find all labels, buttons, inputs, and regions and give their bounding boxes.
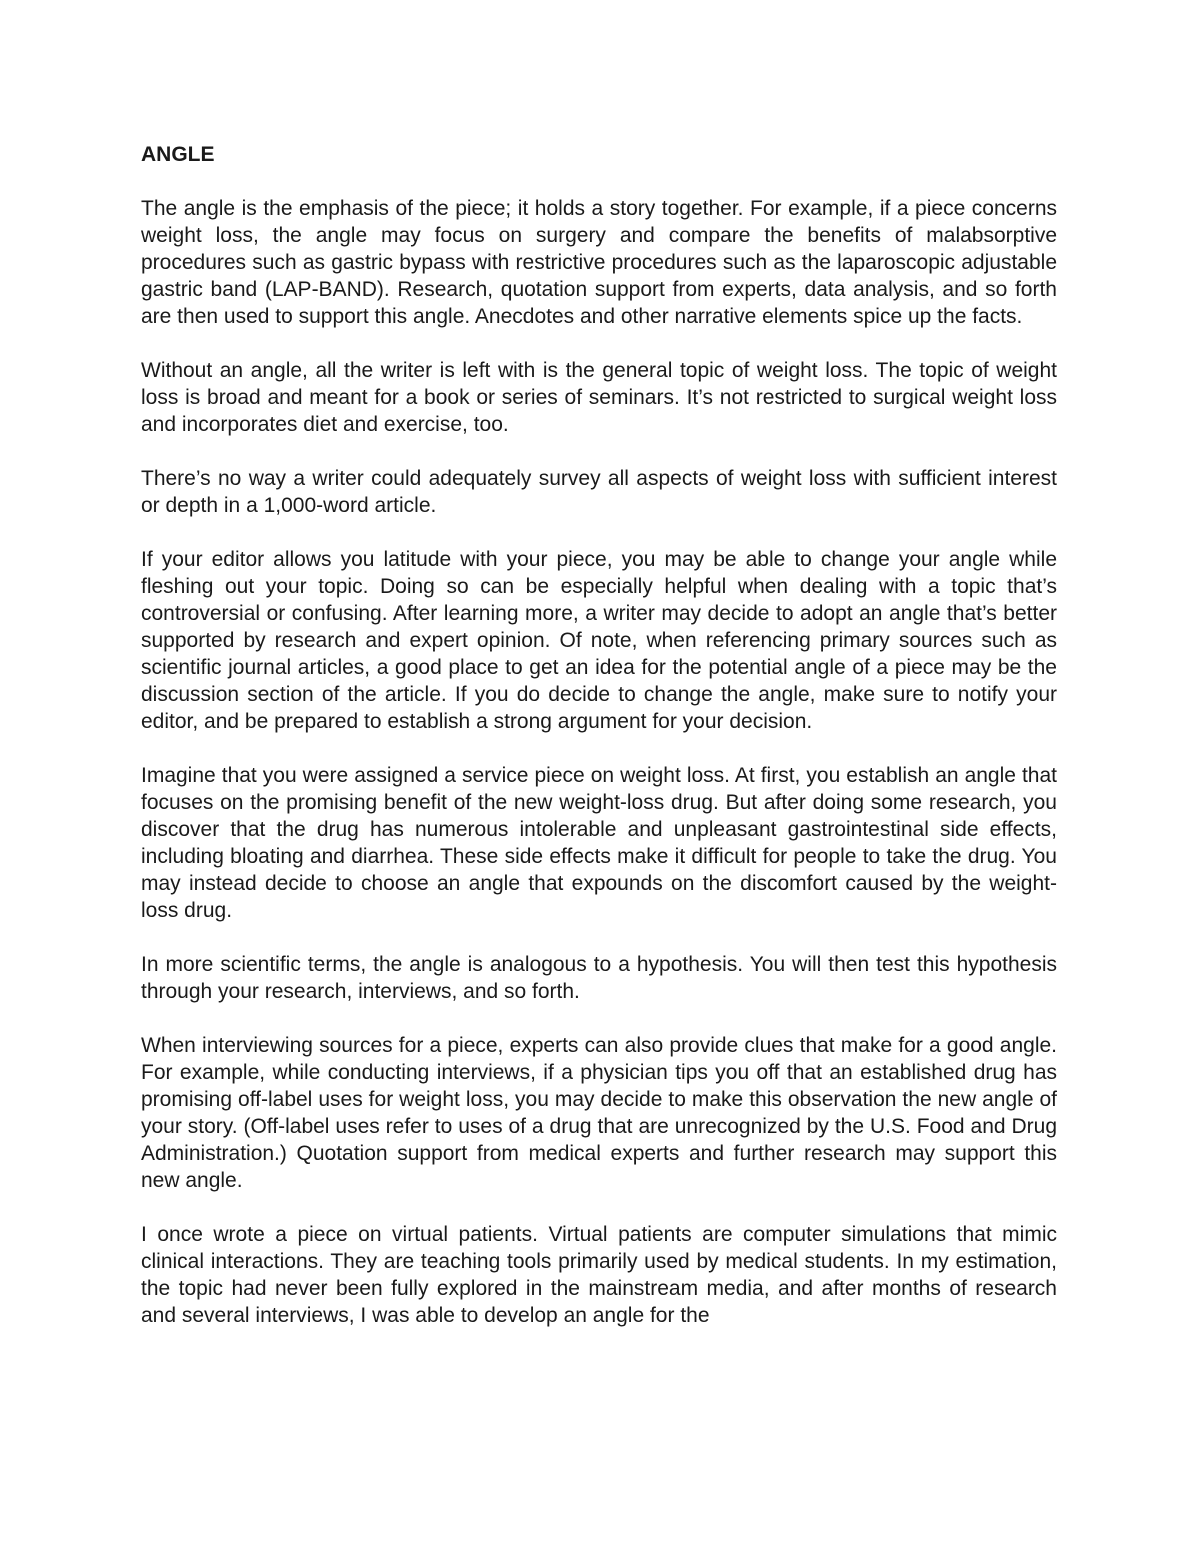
paragraph-3: There’s no way a writer could adequately survey all aspects of weight loss with sufficient interest or depth in a 1,000-word article. bbox=[141, 467, 1057, 517]
paragraph-4: If your editor allows you latitude with your piece, you may be able to change your angle while fleshing out your topic. Doing so can be especially helpful when dealing with a topic that’s controversial or confusing. After learning more, a writer may decide to adopt an angle that’s better supported by research and expert opinion. Of note, when referencing primary sources such as scientific journal articles, a good place to get an idea for the potential angle of a piece may be the discussion section of the article. If you do decide to change the angle, make sure to notify your editor, and be prepared to establish a strong argument for your decision. bbox=[141, 548, 1057, 733]
paragraph-5: Imagine that you were assigned a service piece on weight loss. At first, you establish an angle that focuses on the promising benefit of the new weight-loss drug. But after doing some research, you discover that the drug has numerous intolerable and unpleasant gastrointestinal side effects, including bloating and diarrhea. These side effects make it difficult for people to take the drug. You may instead decide to choose an angle that expounds on the discomfort caused by the weight-loss drug. bbox=[141, 764, 1057, 922]
paragraph-7: When interviewing sources for a piece, experts can also provide clues that make for a good angle. For example, while conducting interviews, if a physician tips you off that an established drug has promising off-label uses for weight loss, you may decide to make this observation the new angle of your story. (Off-label uses refer to uses of a drug that are unrecognized by the U.S. Food and Drug Administration.) Quotation support from medical experts and further research may support this new angle. bbox=[141, 1034, 1057, 1192]
paragraph-8: I once wrote a piece on virtual patients. Virtual patients are computer simulations that mimic clinical interactions. They are teaching tools primarily used by medical students. In my estimation, the topic had never been fully explored in the mainstream media, and after months of research and several interviews, I was able to develop an angle for the bbox=[141, 1223, 1057, 1327]
paragraph-1: The angle is the emphasis of the piece; it holds a story together. For example, if a piece concerns weight loss, the angle may focus on surgery and compare the benefits of malabsorptive procedures such as gastric bypass with restrictive procedures such as the laparoscopic adjustable gastric band (LAP-BAND). Research, quotation support from experts, data analysis, and so forth are then used to support this angle. Anecdotes and other narrative elements spice up the facts. bbox=[141, 197, 1057, 328]
paragraph-6: In more scientific terms, the angle is analogous to a hypothesis. You will then test this hypothesis through your research, interviews, and so forth. bbox=[141, 953, 1057, 1003]
document-page bbox=[141, 141, 1057, 1329]
paragraph-2: Without an angle, all the writer is left with is the general topic of weight loss. The topic of weight loss is broad and meant for a book or series of seminars. It’s not restricted to surgical weight loss and incorporates diet and exercise, too. bbox=[141, 359, 1057, 436]
section-heading: ANGLE bbox=[141, 143, 215, 166]
